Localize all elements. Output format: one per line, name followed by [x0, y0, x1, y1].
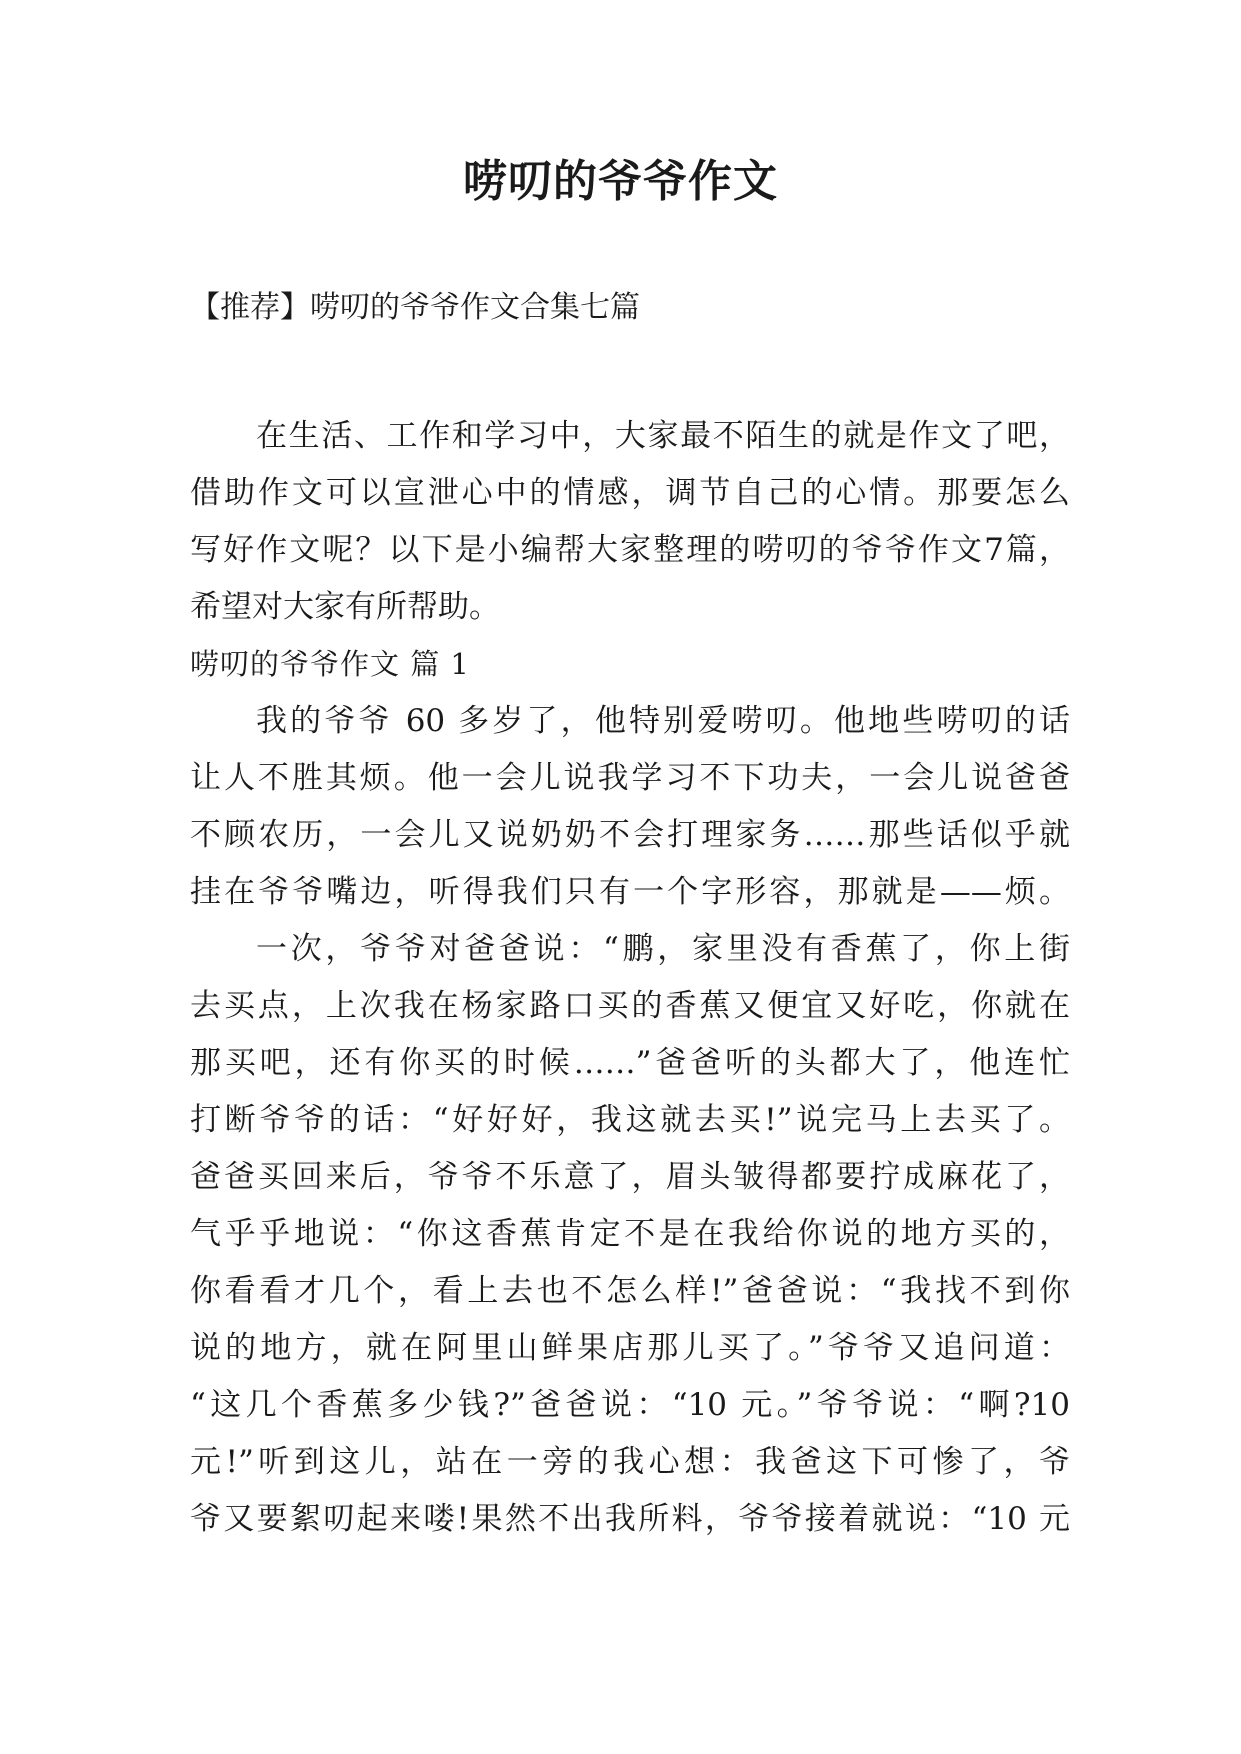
paragraph-line: 挂在爷爷嘴边，听得我们只有一个字形容，那就是——烦。	[190, 874, 1070, 910]
paragraph-line: 那买吧，还有你买的时候……”爸爸听的头都大了，他连忙	[190, 1045, 1070, 1081]
section-heading: 唠叨的爷爷作文 篇 1	[190, 647, 470, 681]
paragraph-line: 打断爷爷的话：“好好好，我这就去买!”说完马上去买了。	[190, 1102, 1070, 1138]
paragraph-line: 希望对大家有所帮助。	[190, 589, 500, 625]
document-body	[190, 408, 1070, 1548]
paragraph-line: 在生活、工作和学习中，大家最不陌生的就是作文了吧，	[256, 418, 1070, 454]
paragraph-line: 气乎乎地说：“你这香蕉肯定不是在我给你说的地方买的，	[190, 1216, 1070, 1252]
paragraph-line: 借助作文可以宣泄心中的情感，调节自己的心情。那要怎么	[190, 475, 1070, 511]
paragraph-line: 一次，爷爷对爸爸说：“鹏，家里没有香蕉了，你上街	[256, 931, 1070, 967]
paragraph-line: 去买点，上次我在杨家路口买的香蕉又便宜又好吃，你就在	[190, 988, 1070, 1024]
paragraph-line: 不顾农历，一会儿又说奶奶不会打理家务……那些话似乎就	[190, 817, 1070, 853]
document-title: 唠叨的爷爷作文	[463, 156, 778, 207]
paragraph-line: 爸爸买回来后，爷爷不乐意了，眉头皱得都要拧成麻花了，	[190, 1159, 1070, 1195]
paragraph-line: 我的爷爷 60 多岁了，他特别爱唠叨。他地些唠叨的话	[256, 703, 1070, 739]
paragraph-line: “这几个香蕉多少钱?”爸爸说：“10 元。”爷爷说：“啊?10	[190, 1387, 1070, 1423]
paragraph-line: 让人不胜其烦。他一会儿说我学习不下功夫，一会儿说爸爸	[190, 760, 1070, 796]
document-subtitle: 【推荐】唠叨的爷爷作文合集七篇	[190, 290, 640, 325]
paragraph-line: 爷又要絮叨起来喽!果然不出我所料，爷爷接着就说：“10 元	[190, 1501, 1070, 1537]
paragraph-line: 写好作文呢？以下是小编帮大家整理的唠叨的爷爷作文7篇，	[190, 532, 1070, 568]
paragraph-line: 说的地方，就在阿里山鲜果店那儿买了。”爷爷又追问道：	[190, 1330, 1070, 1366]
paragraph-line: 你看看才几个，看上去也不怎么样!”爸爸说：“我找不到你	[190, 1273, 1070, 1309]
paragraph-line: 元!”听到这儿，站在一旁的我心想：我爸这下可惨了，爷	[190, 1444, 1070, 1480]
